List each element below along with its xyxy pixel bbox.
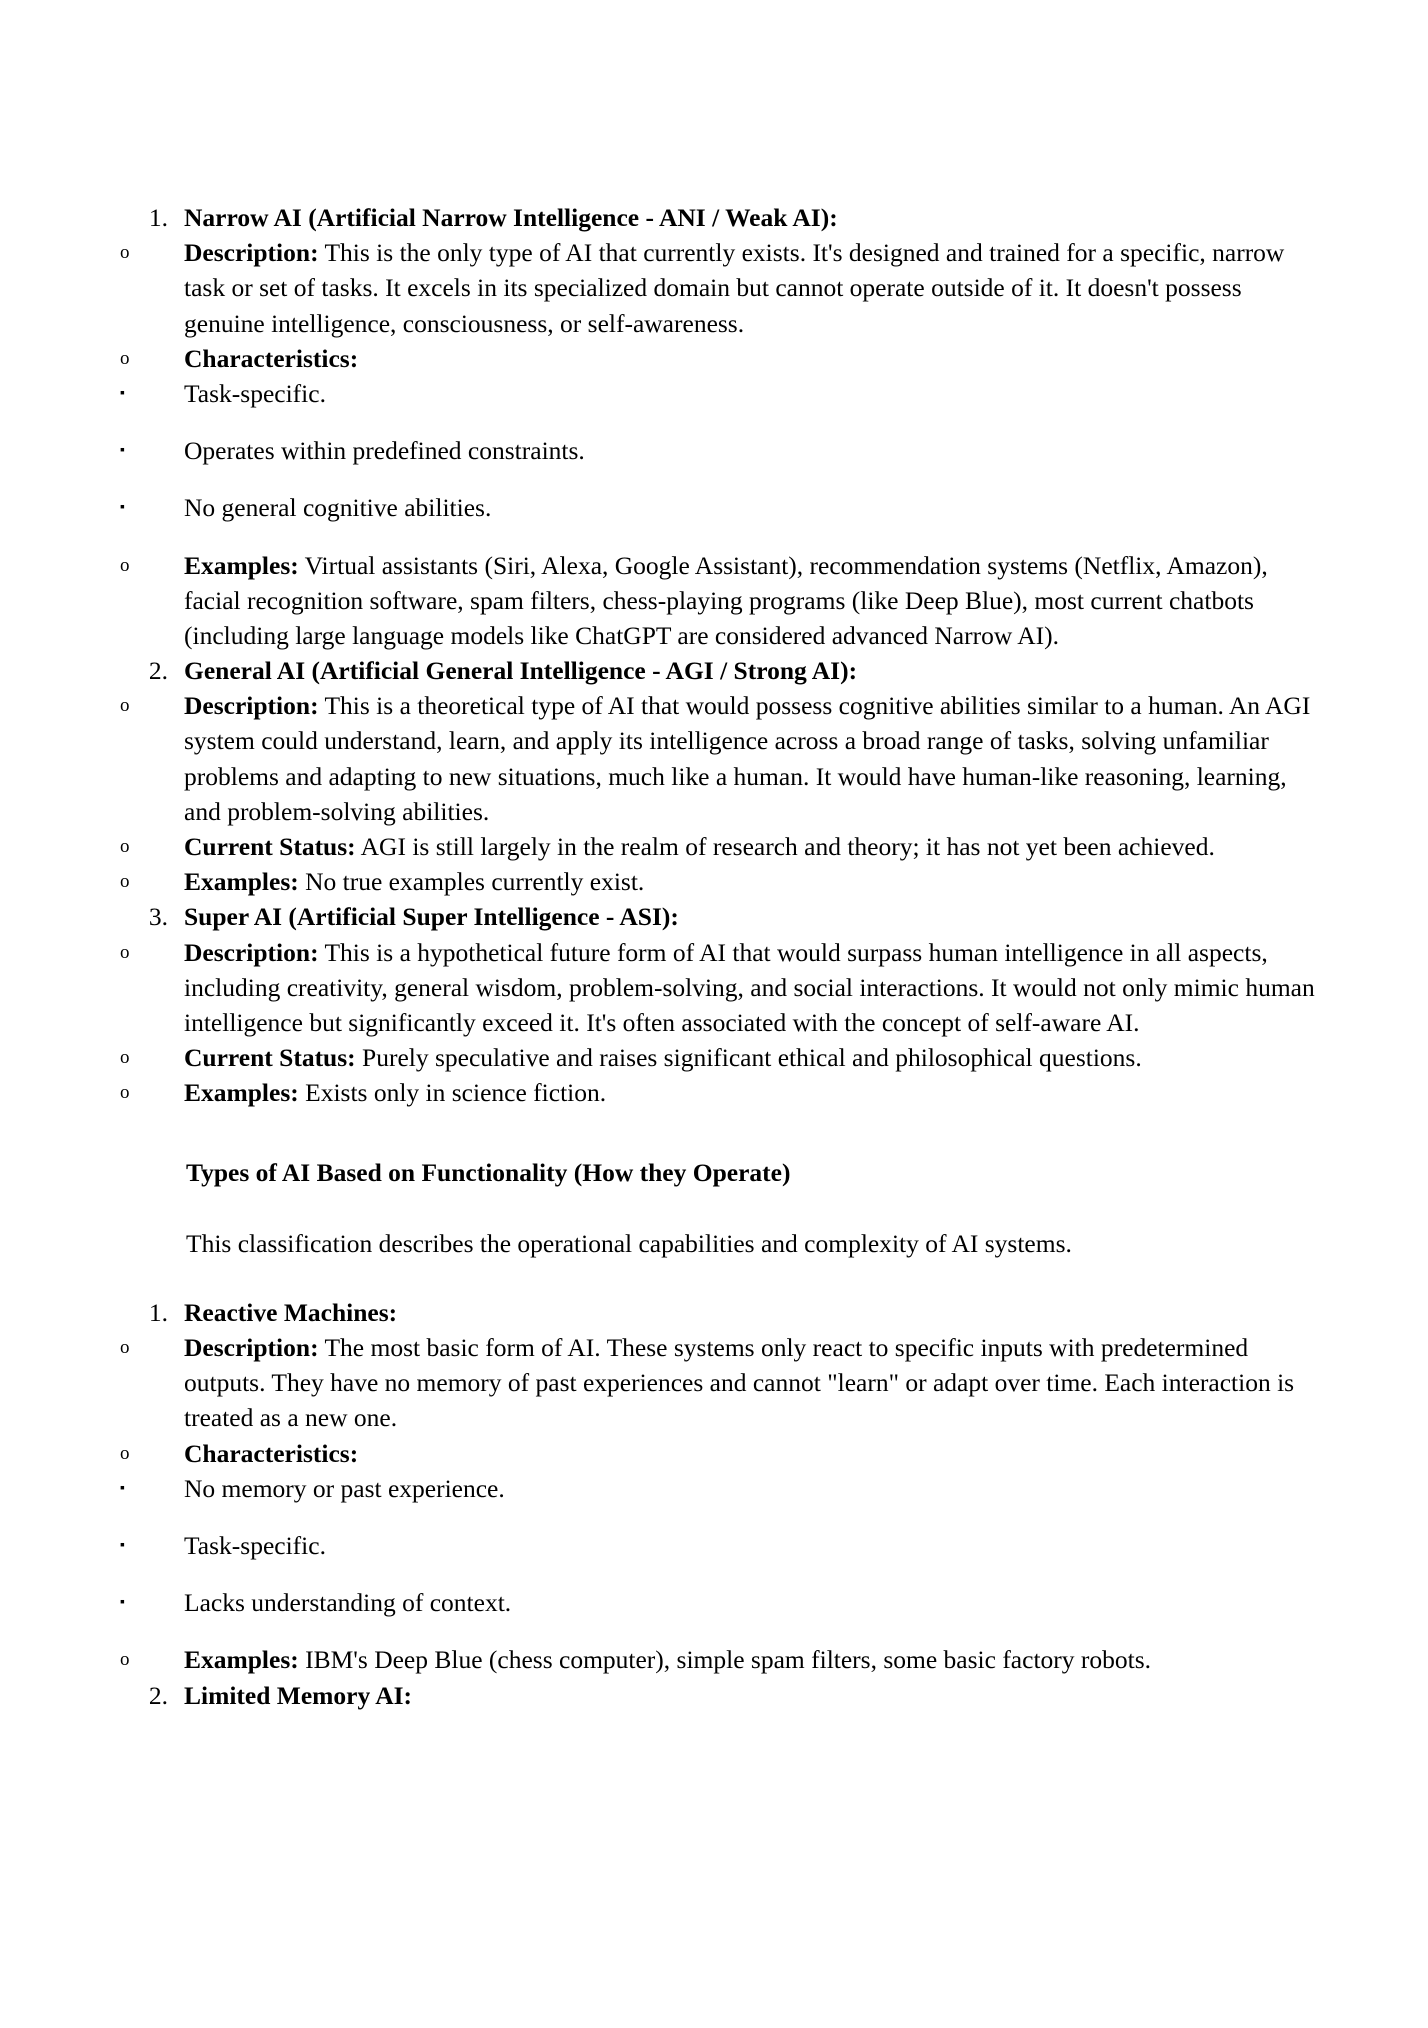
list-item-text: [184, 864, 1318, 899]
document-body: [120, 200, 1318, 1713]
list-item: [120, 1642, 1318, 1677]
list-item-lead: Narrow AI (Artificial Narrow Intelligence - ANI / Weak AI):: [184, 203, 838, 232]
list-item-lead: Current Status:: [184, 832, 356, 861]
list-item-text: [184, 1040, 1318, 1075]
list-marker-number: 1.: [148, 203, 168, 232]
list-item-lead: Examples:: [184, 550, 299, 580]
list-item: [120, 376, 1318, 411]
list-item-text: [184, 1642, 1318, 1677]
list-item-text: [184, 490, 1318, 525]
list-marker-number: 2.: [148, 656, 168, 686]
list-item: [120, 548, 1318, 654]
section-intro: This classification describes the operational capabilities and complexity of AI systems.: [186, 1228, 1072, 1258]
list-item: [120, 1678, 1318, 1713]
list-item: [120, 235, 1318, 341]
list-item-lead: Super AI (Artificial Super Intelligence - ASI):: [184, 902, 679, 932]
list-group-types: [120, 200, 1318, 1111]
list-item-rest: Task-specific.: [184, 1531, 326, 1560]
list-item-rest: No memory or past experience.: [184, 1473, 505, 1503]
list-item-rest: IBM's Deep Blue (chess computer), simple spam filters, some basic factory robots.: [298, 1645, 1152, 1675]
list-marker-square: ▪: [120, 443, 125, 459]
list-item: [120, 1075, 1318, 1110]
list-item-lead: Examples:: [184, 1078, 299, 1108]
section-heading: Types of AI Based on Functionality (How they Operate): [186, 1157, 791, 1187]
list-item-lead: Description:: [184, 937, 319, 967]
list-item: [120, 1436, 1318, 1471]
list-item: [120, 1295, 1318, 1330]
list-item-text: [184, 653, 1318, 688]
list-marker-circle: o: [120, 871, 130, 893]
list-item-rest: No general cognitive abilities.: [184, 493, 492, 523]
list-item-lead: Examples:: [184, 867, 299, 897]
list-item-lead: Description:: [184, 1333, 319, 1363]
list-marker-square: ▪: [120, 1538, 125, 1553]
list-item-text: [184, 1436, 1318, 1471]
list-item: [120, 1330, 1318, 1436]
list-item: [120, 1585, 1318, 1620]
list-item-rest: Purely speculative and raises significant ethical and philosophical questions.: [355, 1043, 1142, 1073]
list-item-text: [184, 341, 1318, 376]
list-item-text: [184, 899, 1318, 934]
list-marker-circle: o: [120, 941, 130, 963]
list-item-text: [184, 1295, 1318, 1330]
list-item-rest: Lacks understanding of context.: [184, 1588, 512, 1618]
list-item: [120, 688, 1318, 829]
list-item: [120, 1471, 1318, 1506]
list-item-rest: This is a theoretical type of AI that would possess cognitive abilities similar to a human. An AGI system could understand, learn, and apply its intelligence across a broad range of tasks, solving unfamiliar problems and adapting to new situations, much like a human. It would have human-like reasoning, learning, and problem-solving abilities.: [184, 691, 1311, 826]
list-marker-circle: o: [120, 1047, 130, 1069]
list-item-text: [184, 1585, 1318, 1620]
list-item-lead: Description:: [184, 238, 319, 268]
list-item-text: [184, 548, 1318, 654]
list-item-rest: No true examples currently exist.: [298, 867, 645, 897]
list-item-text: [184, 376, 1318, 411]
list-marker-number: 1.: [148, 1297, 168, 1327]
list-marker-number: 2.: [148, 1680, 168, 1710]
list-item-text: [184, 433, 1318, 468]
list-item-rest: Exists only in science fiction.: [298, 1078, 607, 1108]
list-group-functionality: [120, 1295, 1318, 1713]
list-item-lead: Reactive Machines:: [184, 1297, 398, 1327]
list-marker-circle: o: [120, 1649, 130, 1671]
list-marker-circle: o: [120, 1337, 130, 1359]
list-marker-circle: o: [120, 347, 130, 369]
list-item: [120, 829, 1318, 864]
list-item-lead: Description:: [184, 691, 319, 721]
list-item-text: [184, 1471, 1318, 1506]
list-item-lead: Limited Memory AI:: [184, 1680, 413, 1710]
list-marker-circle: o: [120, 242, 130, 264]
list-item-text: [184, 200, 1318, 235]
list-item: [120, 653, 1318, 688]
list-marker-square: ▪: [120, 385, 125, 401]
list-marker-square: ▪: [120, 1595, 125, 1611]
list-item-text: [184, 829, 1318, 864]
list-item: [120, 341, 1318, 376]
list-item: [120, 899, 1318, 934]
list-item-text: [184, 1528, 1318, 1563]
list-marker-number: 3.: [148, 902, 168, 932]
list-item-rest: Virtual assistants (Siri, Alexa, Google Assistant), recommendation systems (Netflix, Amazon), facial recognition software, spam filters, chess-playing programs (like Deep Blue), most current chatbots (including large language models like ChatGPT are considered advanced Narrow AI).: [184, 550, 1268, 650]
list-item: [120, 433, 1318, 468]
list-marker-circle: o: [120, 836, 130, 857]
list-item: [120, 200, 1318, 235]
list-item-rest: This is a hypothetical future form of AI that would surpass human intelligence in all aspects, including creativity, general wisdom, problem-solving, and social interactions. It would not only mimic human intelligence but significantly exceed it. It's often associated with the concept of self-aware AI.: [184, 937, 1315, 1037]
list-item-rest: Task-specific.: [184, 378, 326, 408]
list-item-text: [184, 1330, 1318, 1436]
list-item-text: [184, 1678, 1318, 1713]
list-item: [120, 935, 1318, 1041]
list-item: [120, 490, 1318, 525]
spacer: [120, 1261, 1318, 1295]
list-item-lead: Characteristics:: [184, 1438, 359, 1468]
list-marker-circle: o: [120, 554, 130, 576]
list-marker-square: ▪: [120, 500, 125, 516]
list-item-lead: Characteristics:: [184, 343, 359, 373]
list-item-rest: Operates within predefined constraints.: [184, 436, 585, 466]
list-item-lead: Current Status:: [184, 1043, 356, 1073]
list-item: [120, 1528, 1318, 1563]
list-item-rest: This is the only type of AI that currently exists. It's designed and trained for a specific, narrow task or set of tasks. It excels in its specialized domain but cannot operate outside of it. It doesn't possess genuine intelligence, consciousness, or self-awareness.: [184, 238, 1285, 338]
list-item: [120, 864, 1318, 899]
list-marker-square: ▪: [120, 1480, 125, 1496]
list-item-lead: Examples:: [184, 1645, 299, 1675]
list-item-rest: The most basic form of AI. These systems only react to specific inputs with predetermined outputs. They have no memory of past experiences and cannot "learn" or adapt over time. Each interaction is treated as a new one.: [184, 1333, 1295, 1433]
list-item-text: [184, 688, 1318, 829]
list-item-rest: AGI is still largely in the realm of research and theory; it has not yet been achieved.: [355, 832, 1215, 861]
list-item-text: [184, 235, 1318, 341]
list-marker-circle: o: [120, 1082, 130, 1104]
list-item-text: [184, 935, 1318, 1041]
list-item: [120, 1040, 1318, 1075]
list-marker-circle: o: [120, 1442, 130, 1464]
list-item-text: [184, 1075, 1318, 1110]
list-item-lead: General AI (Artificial General Intelligence - AGI / Strong AI):: [184, 656, 858, 686]
list-marker-circle: o: [120, 695, 130, 717]
